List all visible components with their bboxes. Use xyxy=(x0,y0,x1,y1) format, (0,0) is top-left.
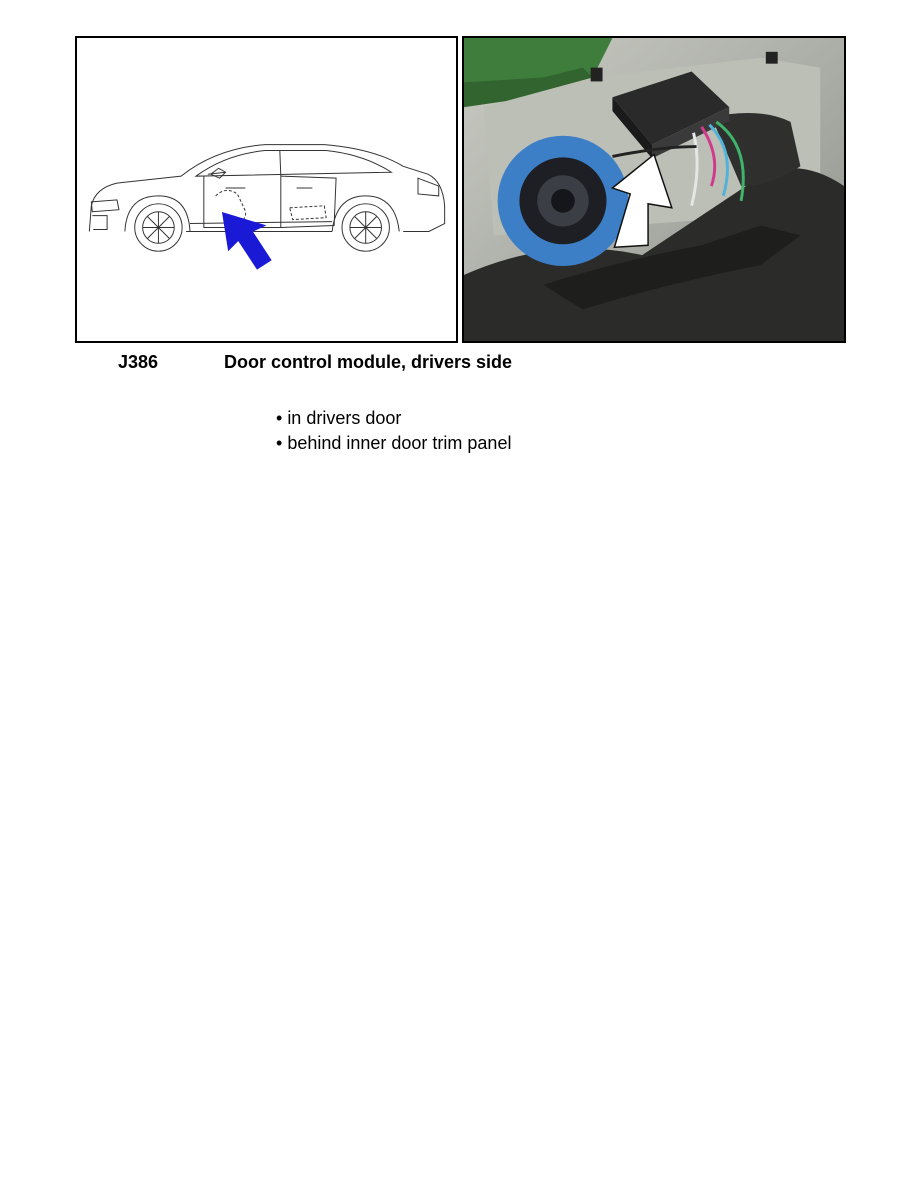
door-interior-photo xyxy=(464,38,844,341)
car-side-illustration xyxy=(77,38,456,341)
component-code: J386 xyxy=(118,352,159,372)
location-item: • in drivers door xyxy=(276,406,511,431)
car-location-diagram xyxy=(75,36,458,343)
component-description: Door control module, drivers side xyxy=(224,352,513,372)
location-arrow xyxy=(223,213,271,269)
location-item: • behind inner door trim panel xyxy=(276,431,511,456)
location-list xyxy=(276,406,511,456)
door-module-photo xyxy=(462,36,846,343)
